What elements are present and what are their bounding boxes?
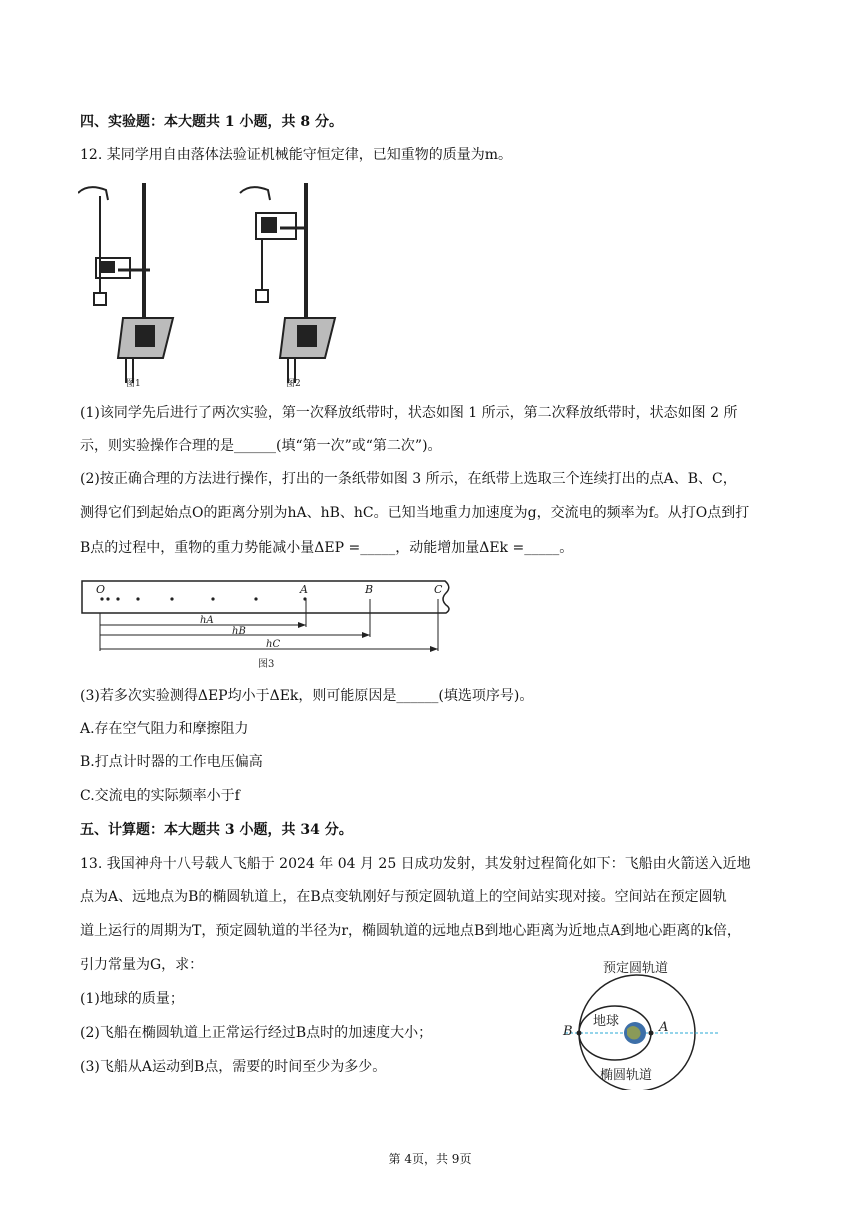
- tape-label-a: A: [300, 583, 308, 596]
- point-b-label: B: [563, 1024, 573, 1039]
- q13-sub1: (1)地球的质量；: [80, 991, 184, 1007]
- q13-line1: 13. 我国神舟十八号载人飞船于 2024 年 04 月 25 日成功发射，其发射过程简化如下：飞船由火箭送入近地: [80, 856, 751, 872]
- q12-part1-line1: (1)该同学先后进行了两次实验，第一次释放纸带时，状态如图 1 所示，第二次释放纸带时，状态如图 2 所: [80, 405, 738, 421]
- earth-label: 地球: [593, 1014, 620, 1029]
- orbit-ellipse-label: 椭圆轨道: [600, 1068, 653, 1083]
- orbit-figure: [555, 955, 725, 1090]
- q12-stem: 12. 某同学用自由落体法验证机械能守恒定律，已知重物的质量为m。: [80, 147, 512, 163]
- q12-option-c: C.交流电的实际频率小于f: [80, 788, 240, 804]
- section-4-title: 四、实验题：本大题共 1 小题，共 8 分。: [80, 114, 343, 130]
- tape-label-b: B: [365, 583, 374, 596]
- q13-line3: 道上运行的周期为T，预定圆轨道的半径为r，椭圆轨道的远地点B到地心距离为近地点A到地心距离的k倍，: [80, 923, 741, 939]
- tape-label-c: C: [434, 583, 443, 596]
- tape-hb-label: hB: [232, 626, 246, 637]
- tape-fig3-label: 图3: [258, 659, 275, 670]
- q13-line4: 引力常量为G，求：: [80, 957, 204, 973]
- orbit-circle-label: 预定圆轨道: [603, 961, 669, 976]
- q13-line2: 点为A、远地点为B的椭圆轨道上，在B点变轨刚好与预定圆轨道上的空间站实现对接。空间站在预定圆轨: [80, 889, 727, 905]
- q12-part1-line2: 示，则实验操作合理的是______(填“第一次”或“第二次”)。: [80, 438, 442, 454]
- q12-option-b: B.打点计时器的工作电压偏高: [80, 754, 263, 770]
- tape-label-o: O: [96, 583, 106, 596]
- q12-part3: (3)若多次实验测得ΔEP均小于ΔEk，则可能原因是______(填选项序号)。: [80, 688, 534, 704]
- q12-part2-line3: B点的过程中，重物的重力势能减小量ΔEP =_____，动能增加量ΔEk =_____。: [80, 540, 574, 556]
- tape-figure-3: [80, 575, 460, 675]
- figure-1: [78, 183, 173, 383]
- point-a-label: A: [659, 1020, 669, 1035]
- figure-2: [240, 183, 335, 383]
- q12-part2-line2: 测得它们到起始点O的距离分别为hA、hB、hC。已知当地重力加速度为g，交流电的频率为f。从打O点到打: [80, 505, 750, 521]
- page-footer: 第 4页，共 9页: [388, 1152, 472, 1166]
- apparatus-figures: [78, 178, 338, 393]
- q12-option-a: A.存在空气阻力和摩擦阻力: [80, 721, 249, 737]
- figure-1-label: 图1: [126, 379, 141, 389]
- figure-2-label: 图2: [286, 379, 301, 389]
- q13-sub2: (2)飞船在椭圆轨道上正常运行经过B点时的加速度大小；: [80, 1025, 433, 1041]
- tape-ha-label: hA: [200, 615, 214, 626]
- q12-part2-line1: (2)按正确合理的方法进行操作，打出的一条纸带如图 3 所示，在纸带上选取三个连续打出的点A、B、C，: [80, 471, 737, 487]
- q13-sub3: (3)飞船从A运动到B点，需要的时间至少为多少。: [80, 1059, 387, 1075]
- section-5-title: 五、计算题：本大题共 3 小题，共 34 分。: [80, 822, 353, 838]
- tape-hc-label: hC: [266, 639, 281, 650]
